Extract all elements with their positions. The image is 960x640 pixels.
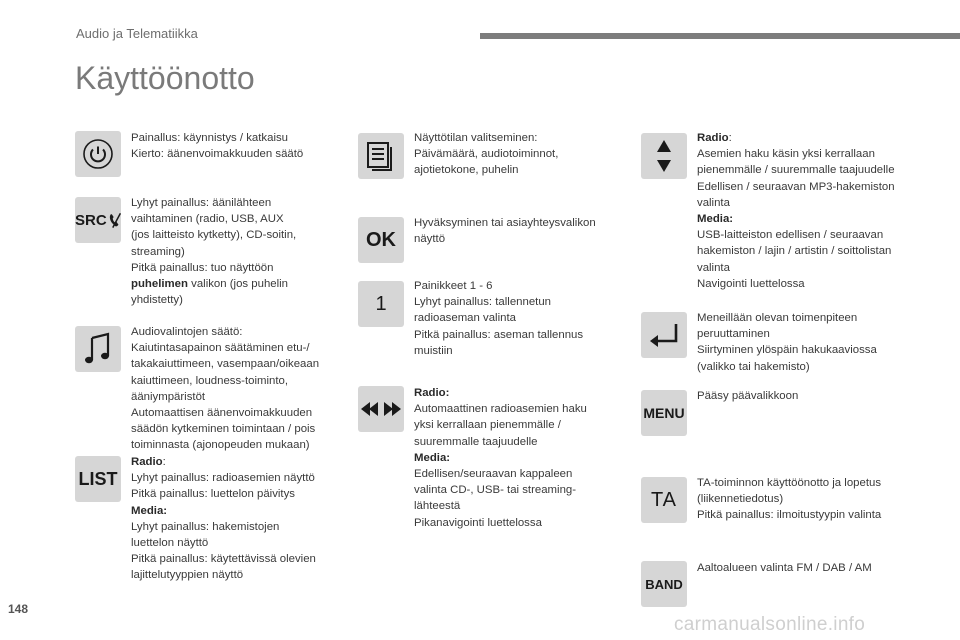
preset-description: Painikkeet 1 - 6 Lyhyt painallus: tallennetun radioaseman valinta Pitkä painallus: aseman tallennus muistiin [414, 280, 584, 357]
src-button[interactable] [75, 197, 121, 243]
band-button[interactable] [641, 561, 687, 607]
list-button[interactable] [75, 456, 121, 502]
header-rule [480, 33, 960, 39]
back-button[interactable] [641, 312, 687, 358]
src-description: Lyhyt painallus: äänilähteen vaihtaminen (radio, USB, AUX (jos laitteisto kytketty), CD-soitin, streaming) Pitkä painallus: tuo näyttöön puhelimen valikon (jos puhelin yhdistetty) [131, 197, 297, 307]
watermark: carmanualsonline.info [674, 614, 866, 635]
menu-label: MENU [643, 405, 685, 421]
menu-description: Pääsy päävalikkoon [697, 390, 799, 402]
music-note-icon [83, 332, 113, 366]
audio-settings-description: Audiovalintojen säätö: Kaiutintasapainon säätäminen etu-/ takakaiuttimeen, vasempaan/oikeaan kaiuttimeen, loudness-toiminto, ääniympäristöt Automaattisen äänenvoimakkuuden säädön kytkeminen toimintaan / pois toiminnasta (ajonopeuden mukaan) [131, 326, 320, 452]
ta-label: TA [650, 488, 678, 511]
display-mode-description: Näyttötilan valitseminen: Päivämäärä, audiotoiminnot, ajotietokone, puhelin [414, 132, 559, 177]
up-down-arrows-icon [656, 139, 672, 173]
ok-label: OK [366, 228, 396, 251]
phone-slash-icon [108, 211, 121, 229]
section-label: Audio ja Telematiikka [76, 26, 198, 41]
power-icon [82, 138, 114, 170]
band-description: Aaltoalueen valinta FM / DAB / AM [697, 562, 872, 574]
display-mode-button[interactable] [358, 133, 404, 179]
src-label: SRC [75, 211, 107, 229]
list-description: Radio: Lyhyt painallus: radioasemien näyttö Pitkä painallus: luettelon päivitys Media: Lyhyt painallus: hakemistojen luettelon näyttö Pitkä painallus: käytettävissä olevien lajittelutyyppien näyttö [131, 456, 316, 582]
ok-description: Hyväksyminen tai asiayhteysvalikon näyttö [414, 217, 596, 246]
menu-button[interactable] [641, 390, 687, 436]
up-down-description: Radio: Asemien haku käsin yksi kerrallaan pienemmälle / suuremmalle taajuudelle Edellisen / seuraavan MP3-hakemiston valinta Media: USB-laitteiston edellisen / seuraavan hakemiston / lajin / artistin / soittolistan valinta Navigointi luettelossa [697, 132, 895, 290]
return-arrow-icon [648, 322, 680, 348]
seek-description: Radio: Automaattinen radioasemien haku yksi kerrallaan pienemmälle / suuremmalle taajuudelle Media: Edellisen/seuraavan kappaleen valinta CD-, USB- tai streaming- lähteestä Pikanavigointi luettelossa [414, 387, 587, 529]
power-button[interactable] [75, 131, 121, 177]
ok-button[interactable] [358, 217, 404, 263]
ta-button[interactable] [641, 477, 687, 523]
ta-description: TA-toiminnon käyttöönotto ja lopetus (liikennetiedotus) Pitkä painallus: ilmoitustyypin valinta [697, 477, 882, 522]
list-label: LIST [78, 468, 118, 489]
page-title: Käyttöönotto [75, 60, 255, 96]
power-description: Painallus: käynnistys / katkaisu Kierto: äänenvoimakkuuden säätö [131, 132, 304, 161]
back-description: Meneillään olevan toimenpiteen peruuttaminen Siirtyminen ylöspäin hakukaaviossa (valikko tai hakemisto) [697, 312, 877, 373]
preset-1-button[interactable] [358, 281, 404, 327]
seek-arrows-icon [361, 401, 401, 417]
seek-button[interactable] [358, 386, 404, 432]
display-pages-icon [366, 140, 396, 172]
up-down-button[interactable] [641, 133, 687, 179]
audio-settings-button[interactable] [75, 326, 121, 372]
preset-label: 1 [375, 292, 387, 315]
page-number: 148 [8, 602, 29, 616]
band-label: BAND [645, 576, 683, 592]
